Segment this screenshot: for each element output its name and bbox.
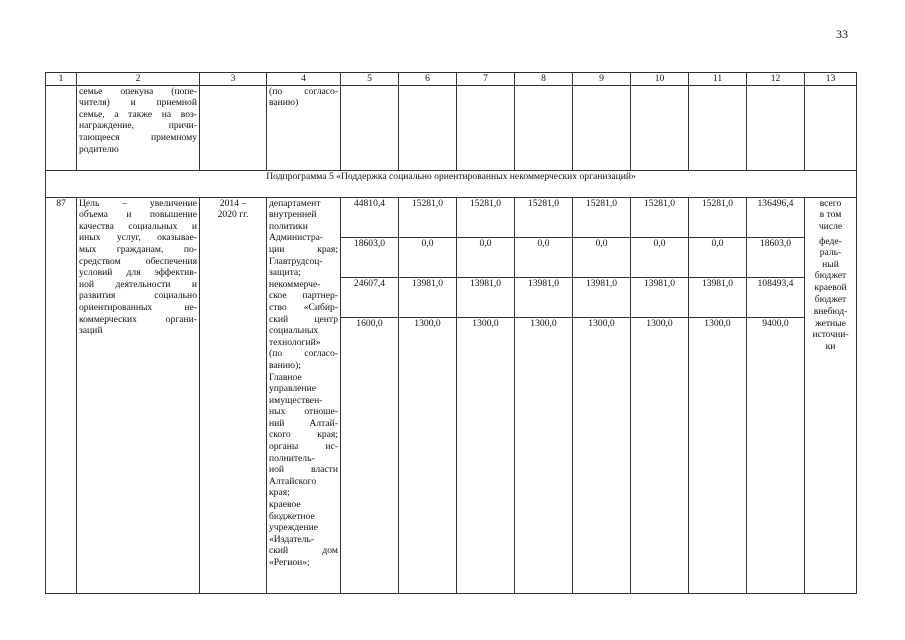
funding-col-11 [689,197,747,593]
text-line: заций [79,325,103,337]
table-row [46,197,857,593]
funding-amount: 1300,0 [704,317,731,329]
text-line: ство «Сибир- [269,301,338,313]
funding-col-12 [747,197,805,593]
text-line: внутренней [269,209,317,221]
funding-amount: 1300,0 [646,317,673,329]
funding-value [747,198,804,238]
funding-amount: 13981,0 [469,277,502,289]
source-line: всего [819,197,842,209]
text-line: бюджетное [269,510,315,522]
funding-amount: 15281,0 [585,197,618,209]
header-col-9: 9 [573,73,631,86]
funding-amount: 9400,0 [762,317,789,329]
funding-source [807,306,854,352]
funding-value [573,238,630,278]
source-line: краевой [814,281,847,293]
funding-value [689,318,746,358]
funding-source [807,198,854,236]
funding-amount: 13981,0 [411,277,444,289]
text-line: Цель – увеличение [79,197,197,209]
funding-value [631,238,688,278]
funding-amount: 15281,0 [701,197,734,209]
page-number: 33 [836,27,848,41]
funding-value [457,278,514,318]
funding-value [399,278,456,318]
funding-col-8 [515,197,573,593]
funding-value [515,318,572,358]
funding-col-9 [573,197,631,593]
funding-value [457,238,514,278]
funding-col-7 [457,197,515,593]
funding-value [399,238,456,278]
text-line: управление [269,383,316,395]
funding-source [807,282,854,306]
carryover-num-cell [46,85,77,170]
text-line: некоммерче- [269,278,321,290]
text-line: Администра- [269,232,324,244]
text-line: средством обеспечения [79,255,197,267]
funding-value [631,318,688,358]
source-line: числе [818,220,843,232]
text-line: ции края; [269,243,338,255]
funding-amount: 13981,0 [643,277,676,289]
funding-value [515,278,572,318]
header-col-1: 1 [46,73,77,86]
text-line: 2020 гг. [217,209,249,221]
funding-amount: 0,0 [537,237,550,249]
funding-source-cell [805,197,857,593]
funding-value [515,198,572,238]
funding-amount: 1300,0 [588,317,615,329]
executors-cell [267,197,341,593]
funding-value [457,198,514,238]
funding-value [399,198,456,238]
header-col-11: 11 [689,73,747,86]
header-col-4: 4 [267,73,341,86]
text-line: объема и повышение [79,209,197,221]
funding-value [341,198,398,238]
funding-amount: 1300,0 [530,317,557,329]
funding-amount: 0,0 [479,237,492,249]
funding-value [573,318,630,358]
text-line: ский дом [269,545,338,557]
text-line: ний Алтай- [269,417,338,429]
goal-cell [77,197,200,593]
funding-amount: 1600,0 [356,317,383,329]
funding-source [807,236,854,282]
text-line: ванию); [269,359,301,371]
funding-amount: 0,0 [653,237,666,249]
source-line: феде- [819,235,842,247]
funding-value [457,318,514,358]
header-col-12: 12 [747,73,805,86]
source-line: бюджет [814,270,847,282]
period-cell [200,197,267,593]
text-line: учреждение [269,522,318,534]
program-table [45,72,857,594]
text-line: (по согласо- [269,348,338,360]
text-line: мых гражданам, по- [79,243,197,255]
funding-value [515,238,572,278]
subprogram-row [46,170,857,197]
source-line: ный [822,258,839,270]
header-col-10: 10 [631,73,689,86]
funding-value [747,318,804,358]
funding-amount: 0,0 [711,237,724,249]
source-line: бюджет [814,293,847,305]
funding-amount: 18603,0 [759,237,792,249]
header-col-7: 7 [457,73,515,86]
text-line: иных услуг, оказывае- [79,232,197,244]
text-line: коммерческих органи- [79,313,197,325]
text-line: Главное [269,371,302,383]
text-line: родителю [79,143,119,155]
source-line: источни- [812,329,849,341]
carryover-period-cell [200,85,267,170]
text-line: ского края; [269,429,338,441]
funding-value [341,238,398,278]
funding-amount: 1300,0 [414,317,441,329]
text-line: департамент [269,197,321,209]
text-line: технологий» [269,336,321,348]
text-line: качества социальных и [79,220,197,232]
funding-amount: 13981,0 [527,277,560,289]
header-col-3: 3 [200,73,267,86]
text-line: краевое [269,499,301,511]
funding-value [341,278,398,318]
text-line: условий для эффектив- [79,267,197,279]
text-line: политики [269,220,308,232]
funding-col-6 [399,197,457,593]
funding-amount: 18603,0 [353,237,386,249]
funding-value [341,318,398,358]
source-line: раль- [819,247,842,259]
funding-amount: 44810,4 [353,197,386,209]
text-line: (по согласо- [269,85,338,97]
text-line: ское партнер- [269,290,338,302]
funding-amount: 0,0 [421,237,434,249]
header-col-5: 5 [341,73,399,86]
text-line: 2014 – [219,197,247,209]
header-col-8: 8 [515,73,573,86]
funding-amount: 24607,4 [353,277,386,289]
text-line: органы ис- [269,441,338,453]
text-line: тающееся приемному [79,131,197,143]
text-line: ных отноше- [269,406,338,418]
text-line: награждение, причи- [79,120,197,132]
funding-amount: 136496,4 [757,197,794,209]
funding-value [747,278,804,318]
funding-col-10 [631,197,689,593]
text-line: социальных [269,325,319,337]
funding-value [631,198,688,238]
text-line: края; [269,487,290,499]
funding-amount: 108493,4 [757,277,794,289]
text-line: ванию) [269,97,299,109]
funding-amount: 15281,0 [643,197,676,209]
carryover-exec-cell [267,85,341,170]
funding-value [573,198,630,238]
funding-amount: 1300,0 [472,317,499,329]
text-line: «Регион»; [269,557,310,568]
header-row [46,73,857,86]
funding-amount: 15281,0 [411,197,444,209]
funding-value [747,238,804,278]
source-line: жетные [815,317,846,329]
row-number: 87 [46,197,77,593]
funding-value [689,198,746,238]
text-line: ориентированных не- [79,301,197,313]
text-line: чителя) и приемной [79,97,197,109]
header-col-13: 13 [805,73,857,86]
carryover-goal-cell [77,85,200,170]
text-line: ной деятельности и [79,278,197,290]
funding-amount: 13981,0 [585,277,618,289]
text-line: развития социально [79,290,197,302]
funding-value [631,278,688,318]
text-line: ной власти [269,464,338,476]
header-col-2: 2 [77,73,200,86]
funding-amount: 15281,0 [469,197,502,209]
source-line: в том [819,209,842,221]
funding-value [689,278,746,318]
funding-amount: 13981,0 [701,277,734,289]
text-line: полнитель- [269,452,315,464]
funding-amount: 0,0 [595,237,608,249]
source-line: внебюд- [813,305,848,317]
text-line: Алтайского [269,475,317,487]
text-line: защита; [269,267,301,279]
source-line: ки [825,340,836,352]
funding-value [399,318,456,358]
funding-value [573,278,630,318]
text-line: «Издатель- [269,533,315,545]
text-line: семье, а также на воз- [79,108,197,120]
carryover-row [46,85,857,170]
text-line: ский центр [269,313,338,325]
funding-amount: 15281,0 [527,197,560,209]
funding-col-5 [341,197,399,593]
text-line: Главтрудсоц- [269,255,323,267]
header-col-6: 6 [399,73,457,86]
funding-value [689,238,746,278]
subprogram-title: Подпрограмма 5 «Поддержка социально ориентированных некоммерческих организаций» [46,170,857,197]
text-line: семье опекуна (попе- [79,85,197,97]
text-line: имуществен- [269,394,323,406]
